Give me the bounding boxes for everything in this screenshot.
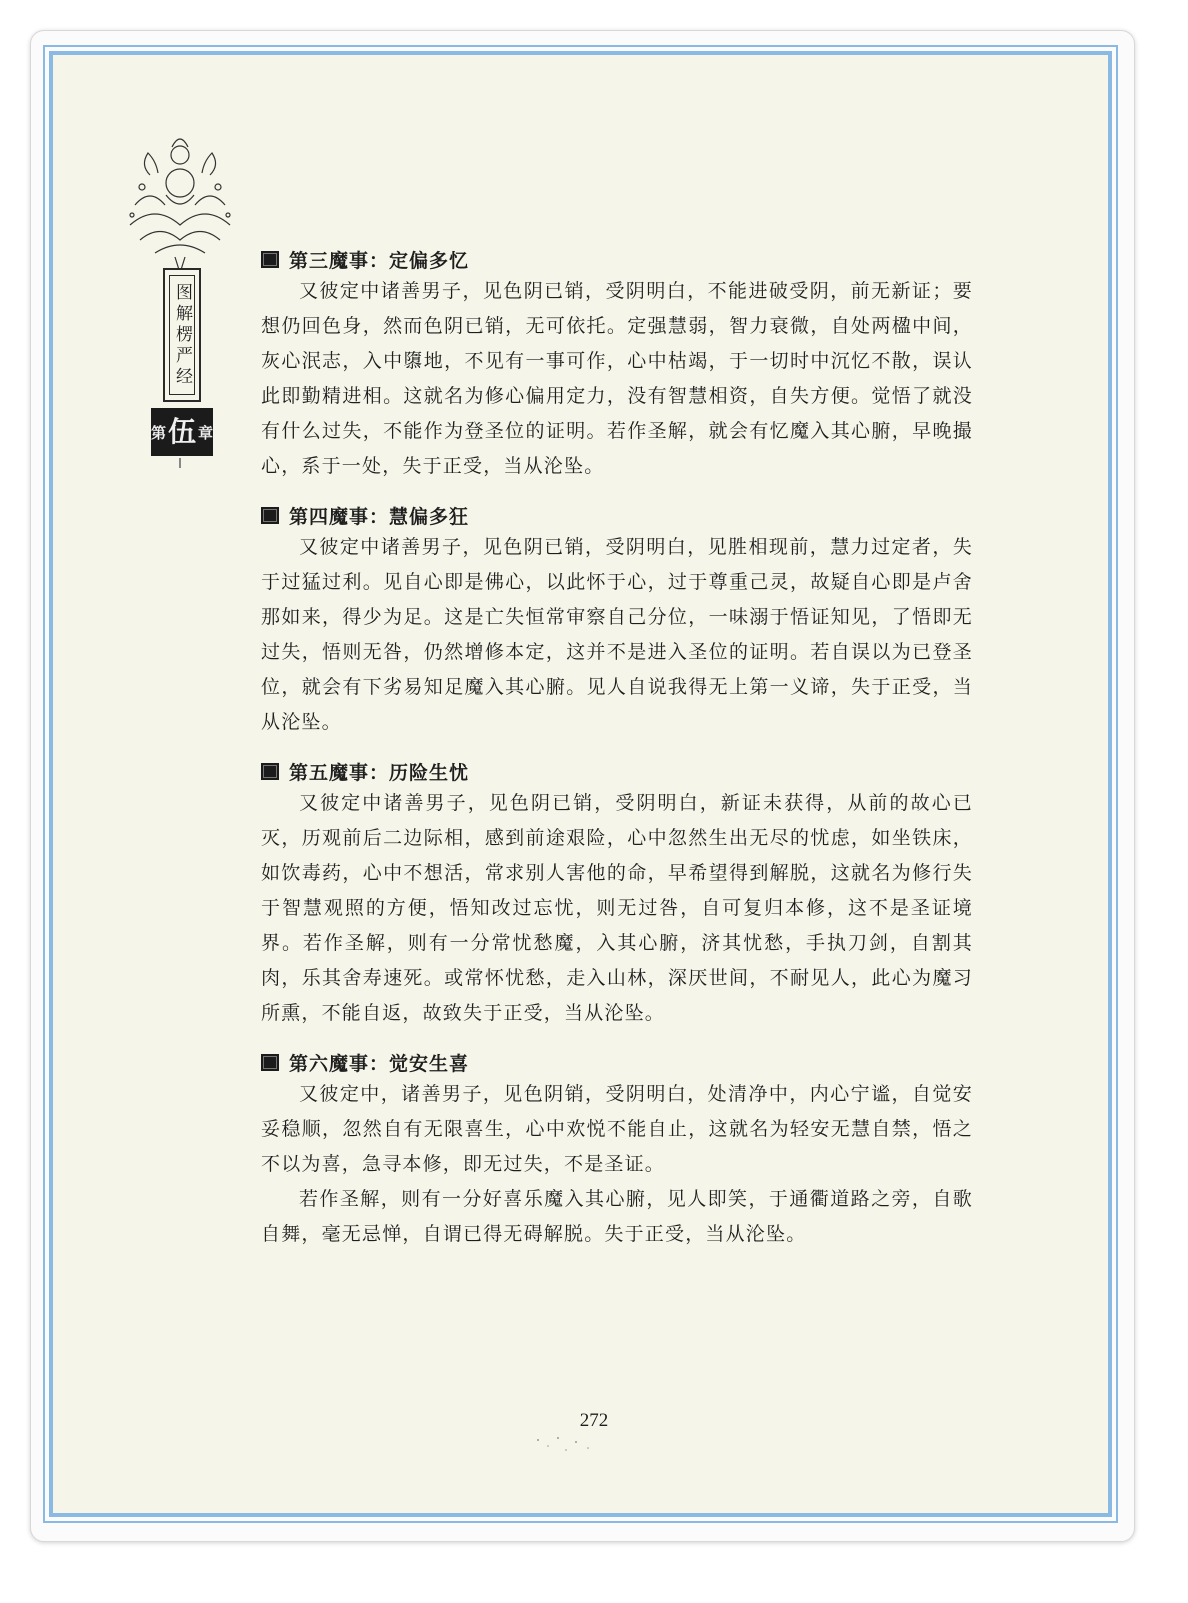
section-title: 第六魔事：觉安生喜 bbox=[289, 1052, 470, 1075]
section-3 bbox=[261, 244, 973, 484]
section-title: 第五魔事：历险生忧 bbox=[289, 761, 470, 784]
section-heading bbox=[261, 756, 973, 786]
page-content bbox=[261, 240, 973, 1252]
paragraph: 又彼定中诸善男子，见色阴已销，受阴明白，不能进破受阴，前无新证；要想仍回色身，然而色阴已销，无可依托。定强慧弱，智力衰微，自处两楹中间，灰心泯志，入中隳地，不见有一事可作，心中枯竭，于一切时中沉忆不散，误认此即勤精进相。这就名为修心偏用定力，没有智慧相资，自失方便。觉悟了就没有什么过失，不能作为登圣位的证明。若作圣解，就会有忆魔入其心腑，早晚撮心，系于一处，失于正受，当从沦坠。 bbox=[261, 280, 973, 477]
heading-bullet-icon bbox=[261, 251, 279, 268]
section-5 bbox=[261, 756, 973, 1031]
section-heading bbox=[261, 244, 973, 274]
page-number: 272 bbox=[579, 1410, 609, 1431]
heading-bullet-icon bbox=[261, 507, 279, 524]
section-title: 第三魔事：定偏多忆 bbox=[289, 249, 470, 272]
chapter-prefix: 第 bbox=[150, 423, 166, 442]
chapter-divider bbox=[179, 458, 181, 468]
chapter-badge bbox=[151, 408, 213, 456]
paragraph: 又彼定中，诸善男子，见色阴销，受阴明白，处清净中，内心宁谧，自觉安妥稳顺，忽然自有无限喜生，心中欢悦不能自止，这就名为轻安无慧自禁，悟之不以为喜，急寻本修，即无过失，不是圣证。 bbox=[261, 1083, 973, 1175]
heading-bullet-icon bbox=[261, 1054, 279, 1071]
paragraph: 又彼定中诸善男子，见色阴已销，受阴明白，见胜相现前，慧力过定者，失于过猛过利。见自心即是佛心，以此怀于心，过于尊重己灵，故疑自心即是卢舍那如来，得少为足。这是亡失恒常审察自己分位，一味溺于悟证知见，了悟即无过失，悟则无咎，仍然增修本定，这并不是进入圣位的证明。若自误以为已登圣位，就会有下劣易知足魔入其心腑。见人自说我得无上第一义谛，失于正受，当从沦坠。 bbox=[261, 536, 973, 733]
section-4 bbox=[261, 500, 973, 740]
lotus-buddha-emblem-icon bbox=[120, 125, 240, 275]
chapter-suffix: 章 bbox=[198, 423, 214, 442]
paragraph: 若作圣解，则有一分好喜乐魔入其心腑，见人即笑，于通衢道路之旁，自歌自舞，毫无忌惮，自谓已得无碍解脱。失于正受，当从沦坠。 bbox=[261, 1188, 973, 1245]
print-speckle bbox=[530, 1430, 600, 1460]
paragraph: 又彼定中诸善男子，见色阴已销，受阴明白，新证未获得，从前的故心已灭，历观前后二边际相，感到前途艰险，心中忽然生出无尽的忧虑，如坐铁床，如饮毒药，心中不想活，常求别人害他的命，早希望得到解脱，这就名为修行失于智慧观照的方便，悟知改过忘忧，则无过咎，自可复归本修，这不是圣证境界。若作圣解，则有一分常忧愁魔，入其心腑，济其忧愁，手执刀剑，自割其肉，乐其舍寿速死。或常怀忧愁，走入山林，深厌世间，不耐见人，此心为魔习所熏，不能自返，故致失于正受，当从沦坠。 bbox=[261, 792, 973, 1024]
section-6 bbox=[261, 1047, 973, 1252]
chapter-number: 伍 bbox=[168, 415, 197, 448]
section-heading bbox=[261, 1047, 973, 1077]
book-title: 图解楞严经 bbox=[169, 275, 195, 395]
section-heading bbox=[261, 500, 973, 530]
section-title: 第四魔事：慧偏多狂 bbox=[289, 505, 470, 528]
book-title-label bbox=[163, 268, 201, 402]
heading-bullet-icon bbox=[261, 763, 279, 780]
